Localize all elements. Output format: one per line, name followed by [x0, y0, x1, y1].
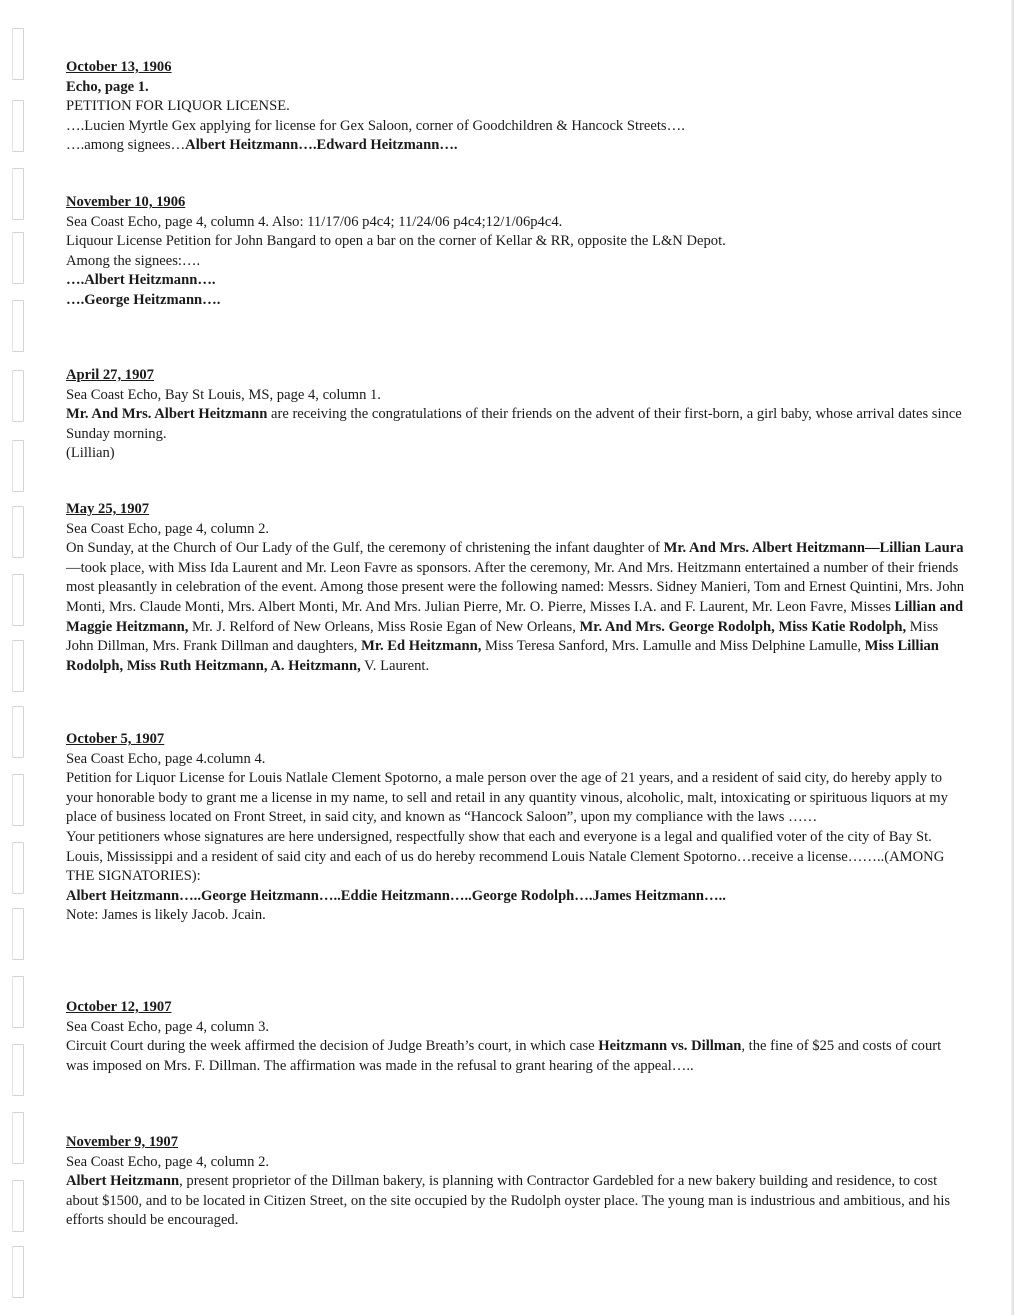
entry-source: Sea Coast Echo, page 4, column 2. [66, 1153, 270, 1170]
entry-date: November 9, 1907 [66, 1134, 179, 1150]
entry-oct-12-1907 [66, 998, 966, 1076]
entry-date: October 13, 1906 [66, 59, 172, 75]
entry-source: Echo, page 1. [66, 78, 149, 95]
binder-hole [12, 370, 24, 422]
bold-run: Lillian and Maggie Heitzmann, [66, 598, 964, 635]
binder-hole [12, 1180, 24, 1232]
entry-date: October 5, 1907 [66, 731, 165, 747]
text-run: Mr. J. Relford of New Orleans, Miss Rosie Egan of New Orleans, [188, 618, 580, 635]
bold-run: Mr. Ed Heitzmann, [361, 638, 482, 655]
binder-hole [12, 706, 24, 758]
entry-source: Sea Coast Echo, Bay St Louis, MS, page 4, column 1. [66, 386, 381, 403]
bold-run: Albert Heitzmann [66, 1173, 180, 1190]
binder-hole [12, 300, 24, 352]
text-run: , the fine of $25 and costs of court was imposed on Mrs. F. Dillman. The affirmation was made in the refusal to grant hearing of the appeal….. [66, 1038, 942, 1074]
entry-apr-27-1907 [66, 366, 966, 464]
entry-note: Note: James is likely Jacob. Jcain. [66, 907, 266, 924]
entry-source: Sea Coast Echo, page 4, column 3. [66, 1018, 270, 1035]
entry-text: Liquour License Petition for John Bangard to open a bar on the corner of Kellar & RR, opposite the L&N Depot. [66, 233, 726, 250]
text-run: Circuit Court during the week affirmed the decision of Judge Breath’s court, in which case [66, 1038, 599, 1055]
entry-oct-5-1907 [66, 730, 966, 926]
binder-hole [12, 232, 24, 284]
entry-text [66, 1037, 966, 1076]
entry-text [66, 405, 966, 444]
binder-hole [12, 168, 24, 220]
bold-run: Albert Heitzmann….Edward Heitzmann…. [185, 137, 458, 154]
entry-text [66, 1172, 966, 1231]
entry-text: Your petitioners whose signatures are here undersigned, respectfully show that each and everyone is a legal and qualified voter of the city of Bay St. Louis, Mississippi and a resident of said city and each of us do hereby recommend Louis Natale Clement Spotorno…receive a license……..(AMONG THE SIGNATORIES): [66, 828, 945, 885]
binder-hole [12, 100, 24, 152]
text-run: On Sunday, at the Church of Our Lady of the Gulf, the ceremony of christening the infant daughter of [66, 540, 664, 557]
entry-source: Sea Coast Echo, page 4, column 2. [66, 520, 270, 537]
entry-oct-13-1906 [66, 58, 966, 156]
entry-may-25-1907 [66, 500, 966, 676]
entry-source: Sea Coast Echo, page 4.column 4. [66, 750, 266, 767]
binder-hole [12, 1112, 24, 1164]
entry-date: November 10, 1906 [66, 194, 186, 210]
entry-text: Petition for Liquor License for Louis Natlale Clement Spotorno, a male person over the age of 21 years, and a resident of said city, do hereby apply to your honorable body to grant me a license in my name, to sell and retail in any quantity vinous, alcoholic, malt, intoxicating or spirituous liquors at my place of business located on Front Street, in said city, and known as “Hancock Saloon”, upon my compliance with the laws …… [66, 770, 948, 826]
text-run: Miss Teresa Sanford, Mrs. Lamulle and Miss Delphine Lamulle, [481, 638, 865, 655]
text-run: V. Laurent. [360, 657, 430, 674]
binder-hole [12, 1044, 24, 1096]
bold-run: Mr. And Mrs. George Rodolph, Miss Katie Rodolph, [579, 618, 907, 635]
entry-text [66, 539, 966, 676]
entry-nov-9-1907 [66, 1133, 966, 1231]
entry-name: ….George Heitzmann…. [66, 291, 221, 308]
entry-signatories: Albert Heitzmann…..George Heitzmann…..Eddie Heitzmann…..George Rodolph….James Heitzmann….. [66, 887, 726, 904]
bold-run: Miss Lillian Rodolph, Miss Ruth Heitzmann, A. Heitzmann, [66, 638, 939, 674]
entry-date: May 25, 1907 [66, 501, 150, 517]
entry-date: October 12, 1907 [66, 999, 172, 1015]
binder-hole [12, 440, 24, 492]
entry-nov-10-1906 [66, 193, 966, 311]
binder-hole [12, 574, 24, 626]
page-edge [1011, 0, 1014, 1315]
entry-note: (Lillian) [66, 445, 115, 462]
binder-hole [12, 976, 24, 1028]
bold-run: Mr. And Mrs. Albert Heitzmann—Lillian Laura [663, 540, 964, 557]
binder-hole [12, 908, 24, 960]
text-run: —took place, with Miss Ida Laurent and Mr. Leon Favre as sponsors. After the ceremony, Mr. And Mrs. Heitzmann entertained a number of their friends most pleasantly in celebration of the event. Among those present were the following named: Messrs. Sidney Manieri, Tom and Ernest Quintini, Mrs. John Monti, Mrs. Claude Monti, Mrs. Albert Monti, Mr. And Mrs. Julian Pierre, Mr. O. Pierre, Misses I.A. and F. Laurent, Mr. Leon Favre, Misses [66, 559, 965, 615]
binder-hole [12, 28, 24, 80]
entry-name: ….Albert Heitzmann…. [66, 272, 216, 289]
entry-text [66, 136, 966, 156]
entry-source: Sea Coast Echo, page 4, column 4. Also: 11/17/06 p4c4; 11/24/06 p4c4;12/1/06p4c4. [66, 213, 563, 230]
bold-run: Heitzmann vs. Dillman [598, 1038, 742, 1055]
bold-run: Mr. And Mrs. Albert Heitzmann [66, 406, 268, 423]
binder-holes [12, 0, 26, 1315]
binder-hole [12, 506, 24, 558]
text-run: , present proprietor of the Dillman bakery, is planning with Contractor Gardebled for a new bakery building and residence, to cost about $1500, and to be located in Citizen Street, on the site occupied by the Rudolph oyster place. The young man is industrious and ambitious, and his efforts should be encouraged. [66, 1173, 951, 1229]
binder-hole [12, 1246, 24, 1298]
entry-headline: PETITION FOR LIQUOR LICENSE. [66, 98, 290, 115]
entry-date: April 27, 1907 [66, 367, 154, 383]
entry-text: ….Lucien Myrtle Gex applying for license for Gex Saloon, corner of Goodchildren & Hancock Streets…. [66, 117, 685, 134]
binder-hole [12, 774, 24, 826]
text-run: Miss John Dillman, Mrs. Frank Dillman and daughters, [66, 618, 939, 655]
binder-hole [12, 640, 24, 692]
binder-hole [12, 842, 24, 894]
text-run: are receiving the congratulations of their friends on the advent of their first-born, a girl baby, whose arrival dates since Sunday morning. [66, 406, 962, 442]
entry-text: Among the signees:…. [66, 252, 201, 269]
text-run: ….among signees… [66, 137, 186, 154]
